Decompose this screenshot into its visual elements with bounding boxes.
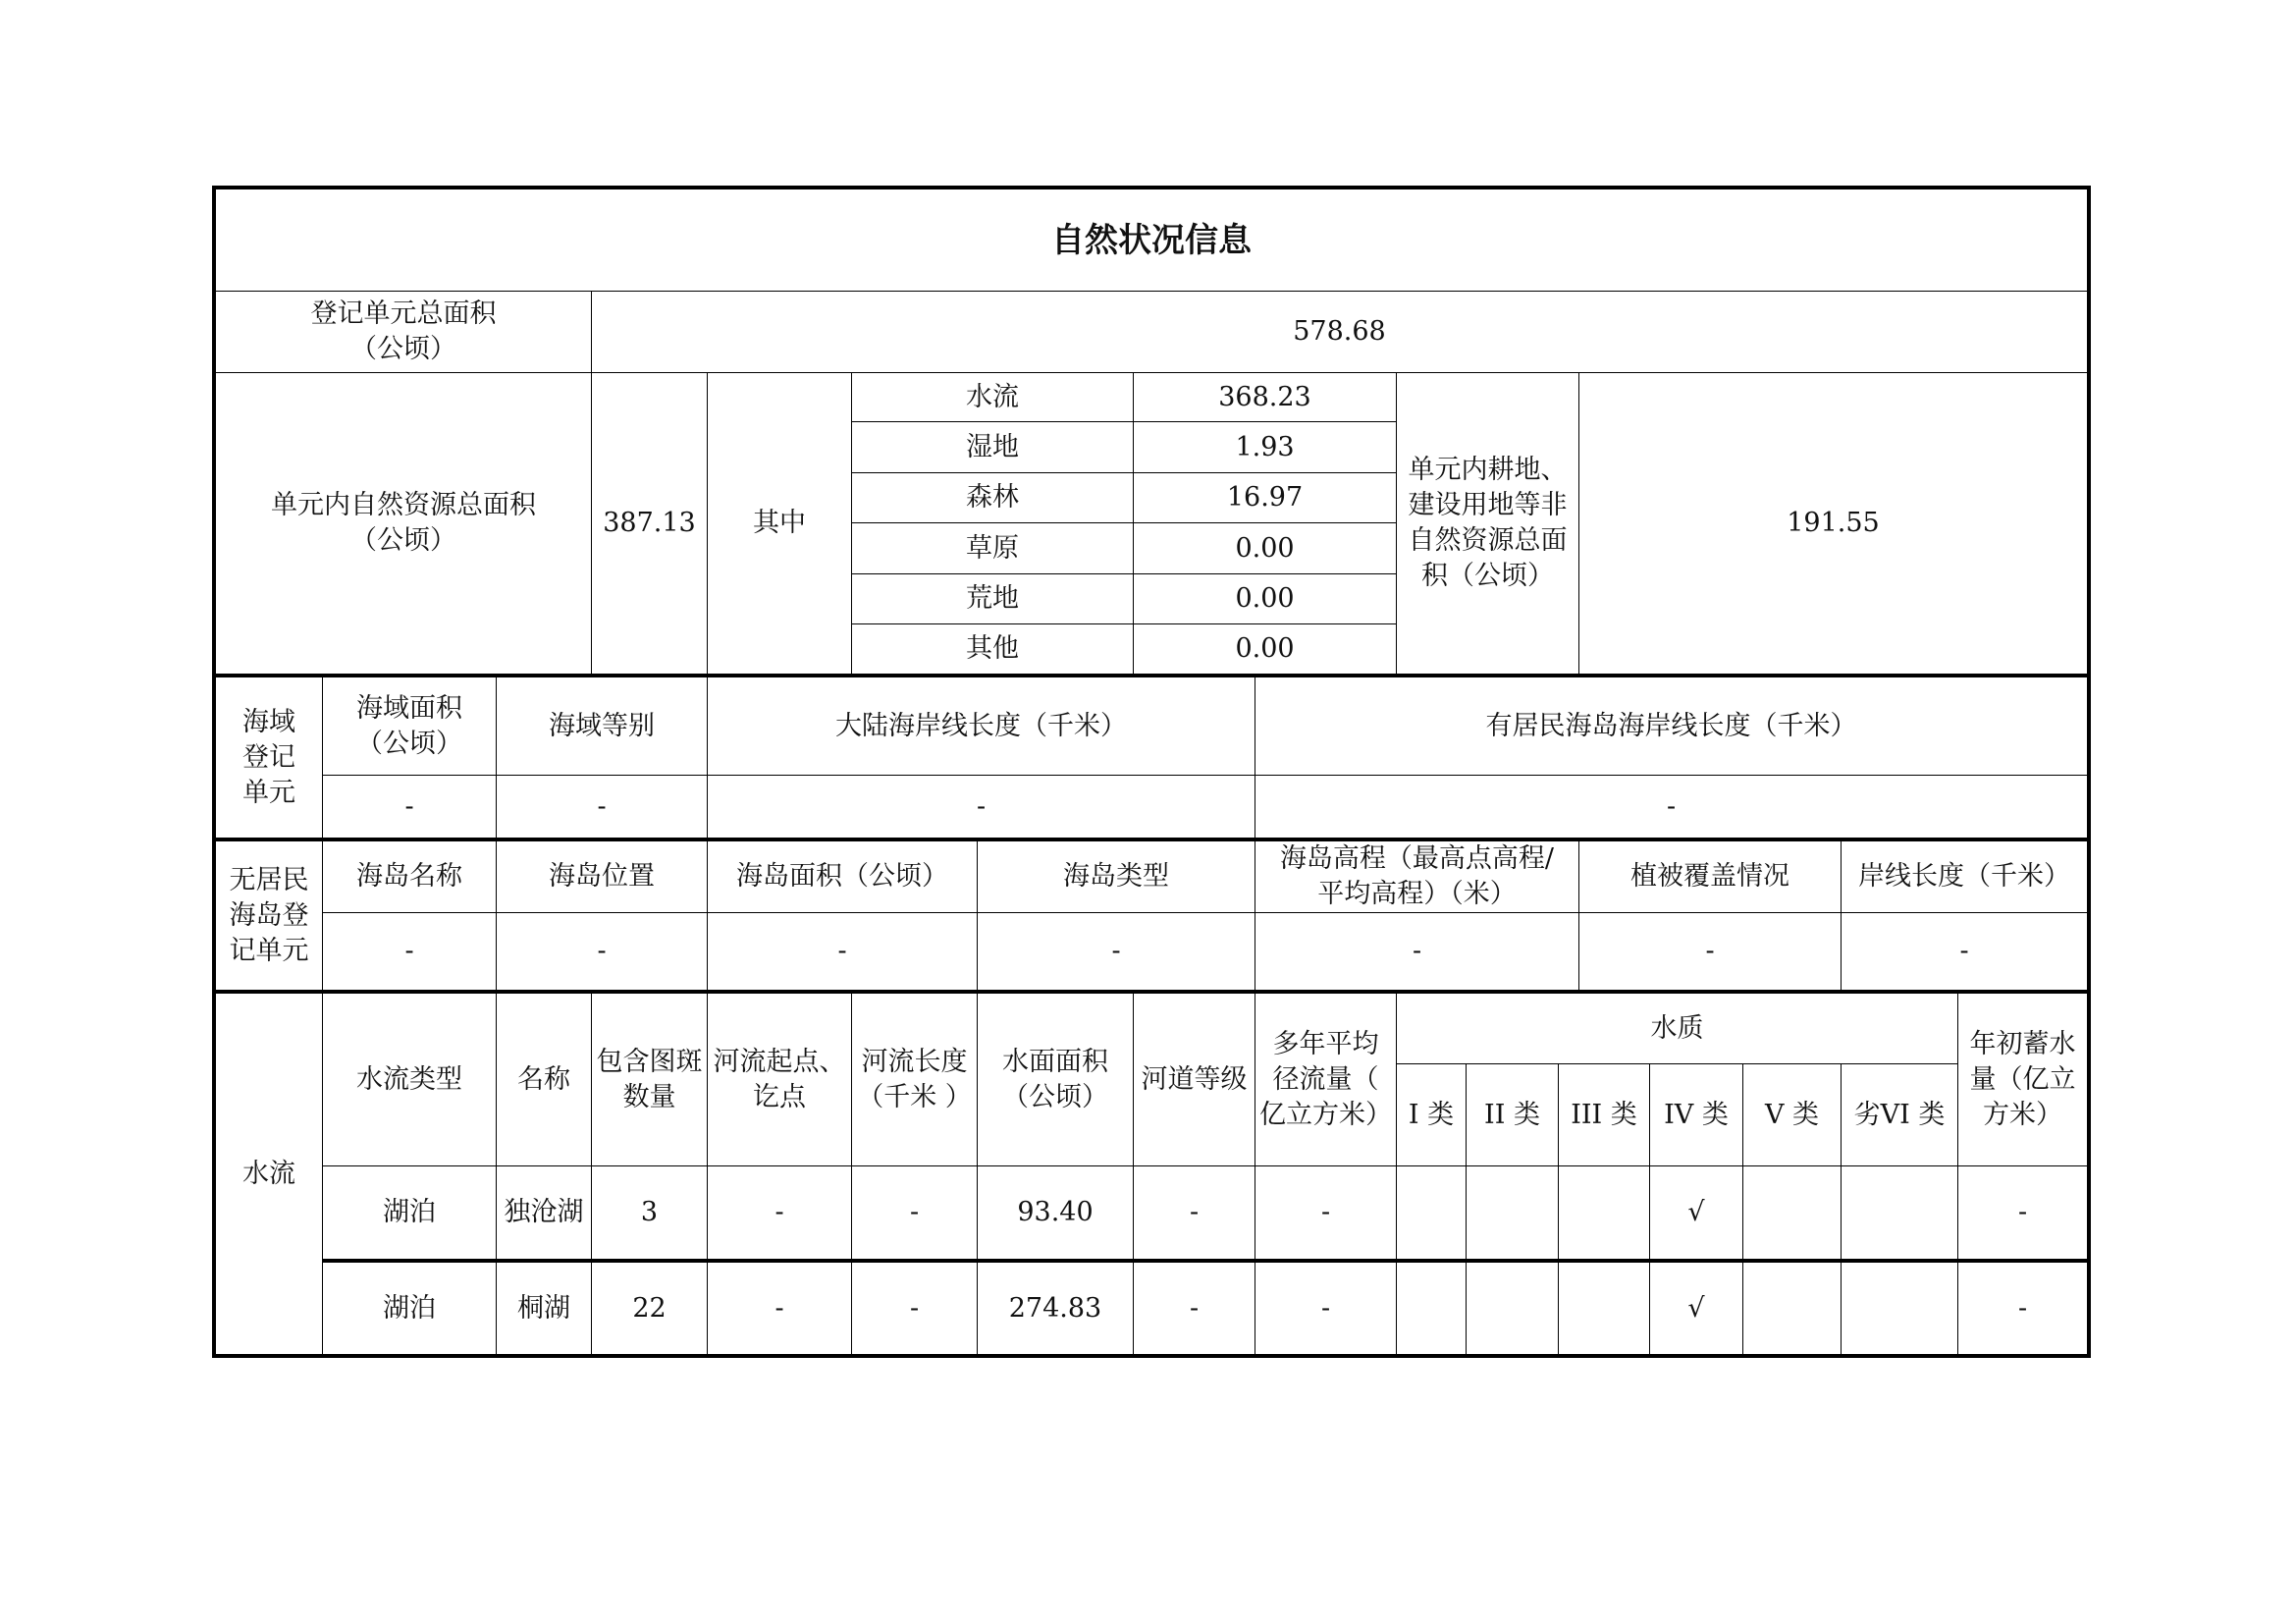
register-total-label: 登记单元总面积 （公顷）	[310, 298, 497, 364]
quality-class-header: II 类	[1484, 1099, 1540, 1130]
water-cell-quality	[1467, 1166, 1558, 1259]
island-header: 海岛面积（公顷）	[736, 861, 948, 892]
water-cell-runoff: -	[1320, 1197, 1331, 1227]
island-header: 海岛名称	[356, 861, 462, 892]
island-unit-label: 无居民 海岛登 记单元	[229, 864, 309, 966]
quality-class-header: I 类	[1408, 1099, 1455, 1130]
water-unit-label: 水流	[242, 1158, 295, 1189]
natural-item-value: 368.23	[1218, 381, 1311, 412]
water-cell-storage: -	[2017, 1197, 2028, 1227]
island-value: -	[1705, 936, 1715, 966]
water-cell-runoff: -	[1320, 1292, 1331, 1324]
water-cell-area: 274.83	[1008, 1292, 1102, 1324]
water-cell-grade: -	[1189, 1292, 1200, 1324]
island-header: 海岛高程（最高点高程/ 平均高程）（米）	[1279, 843, 1555, 909]
water-cell-area: 93.40	[1017, 1197, 1094, 1227]
water-cell-patches: 22	[632, 1292, 667, 1324]
natural-item-value: 0.00	[1235, 532, 1295, 564]
natural-item-name: 森林	[966, 482, 1019, 513]
quality-class-header: 劣VI 类	[1853, 1099, 1946, 1130]
natural-item-name: 湿地	[966, 431, 1019, 462]
page-title: 自然状况信息	[1051, 220, 1252, 260]
island-header: 植被覆盖情况	[1630, 861, 1789, 892]
water-cell-length: -	[909, 1197, 920, 1227]
island-header: 海岛位置	[549, 861, 655, 892]
of-which-label: 其中	[753, 508, 806, 538]
sea-header: 海域面积 （公顷）	[356, 692, 462, 759]
water-cell-name: 独沧湖	[504, 1197, 584, 1227]
register-total-value: 578.68	[1293, 316, 1386, 347]
natural-item-name: 其他	[966, 633, 1019, 664]
water-cell-quality	[1397, 1263, 1466, 1354]
island-header: 岸线长度（千米）	[1858, 861, 2070, 892]
water-cell-storage: -	[2017, 1292, 2028, 1324]
water-header-patches: 包含图斑 数量	[596, 1046, 703, 1112]
water-header-length: 河流长度 （千米 ）	[857, 1046, 972, 1112]
natural-item-name: 草原	[966, 532, 1019, 564]
island-value: -	[404, 936, 414, 966]
water-header-area: 水面面积 （公顷）	[1002, 1046, 1108, 1112]
sea-header: 大陆海岸线长度（千米）	[835, 710, 1127, 741]
sea-value: -	[1666, 790, 1677, 822]
water-header-runoff: 多年平均 径流量（ 亿立方米）	[1259, 1028, 1392, 1130]
water-cell-quality: √	[1687, 1197, 1705, 1227]
water-header-storage: 年初蓄水 量（亿立 方米）	[1969, 1028, 2076, 1130]
water-cell-patches: 3	[640, 1197, 659, 1227]
water-cell-quality	[1743, 1166, 1841, 1259]
quality-class-header: III 类	[1571, 1099, 1637, 1130]
natural-total-value: 387.13	[603, 508, 696, 538]
water-header-quality: 水质	[1650, 1012, 1704, 1044]
island-value: -	[1111, 936, 1121, 966]
natural-item-value: 0.00	[1235, 633, 1295, 664]
water-header-endpoints: 河流起点、 讫点	[713, 1046, 846, 1112]
natural-total-label: 单元内自然资源总面积 （公顷）	[271, 490, 536, 556]
water-header-type: 水流类型	[356, 1063, 462, 1095]
natural-item-name: 荒地	[966, 583, 1019, 614]
quality-class-header: V 类	[1764, 1099, 1820, 1130]
sea-unit-label: 海域 登记 单元	[242, 706, 295, 808]
natural-item-name: 水流	[966, 381, 1019, 412]
water-cell-type: 湖泊	[383, 1197, 436, 1227]
sea-value: -	[404, 790, 414, 822]
island-header: 海岛类型	[1063, 861, 1169, 892]
water-cell-quality	[1397, 1166, 1466, 1259]
sea-header: 海域等别	[549, 710, 655, 741]
water-cell-endpoints: -	[774, 1197, 784, 1227]
natural-item-value: 16.97	[1226, 482, 1304, 513]
water-cell-quality	[1559, 1166, 1649, 1259]
water-cell-type: 湖泊	[383, 1292, 436, 1324]
water-cell-endpoints: -	[774, 1292, 784, 1324]
sea-value: -	[597, 790, 607, 822]
water-header-name: 名称	[517, 1063, 570, 1095]
sea-header: 有居民海岛海岸线长度（千米）	[1485, 710, 1857, 741]
water-header-grade: 河道等级	[1141, 1063, 1248, 1095]
natural-item-value: 0.00	[1235, 583, 1295, 614]
sea-value: -	[976, 790, 987, 822]
natural-item-value: 1.93	[1235, 431, 1295, 462]
water-cell-grade: -	[1189, 1197, 1200, 1227]
water-cell-quality: √	[1687, 1292, 1705, 1324]
island-value: -	[1959, 936, 1969, 966]
non-natural-label: 单元内耕地、 建设用地等非 自然资源总面 积（公顷）	[1408, 455, 1568, 591]
water-cell-quality	[1559, 1263, 1649, 1354]
water-cell-quality	[1842, 1263, 1957, 1354]
water-cell-quality	[1842, 1166, 1957, 1259]
island-value: -	[1412, 936, 1422, 966]
water-cell-length: -	[909, 1292, 920, 1324]
non-natural-value: 191.55	[1787, 508, 1880, 538]
water-cell-quality	[1743, 1263, 1841, 1354]
water-cell-quality	[1467, 1263, 1558, 1354]
water-cell-name: 桐湖	[517, 1292, 570, 1324]
island-value: -	[597, 936, 607, 966]
quality-class-header: IV 类	[1664, 1099, 1729, 1130]
island-value: -	[837, 936, 847, 966]
